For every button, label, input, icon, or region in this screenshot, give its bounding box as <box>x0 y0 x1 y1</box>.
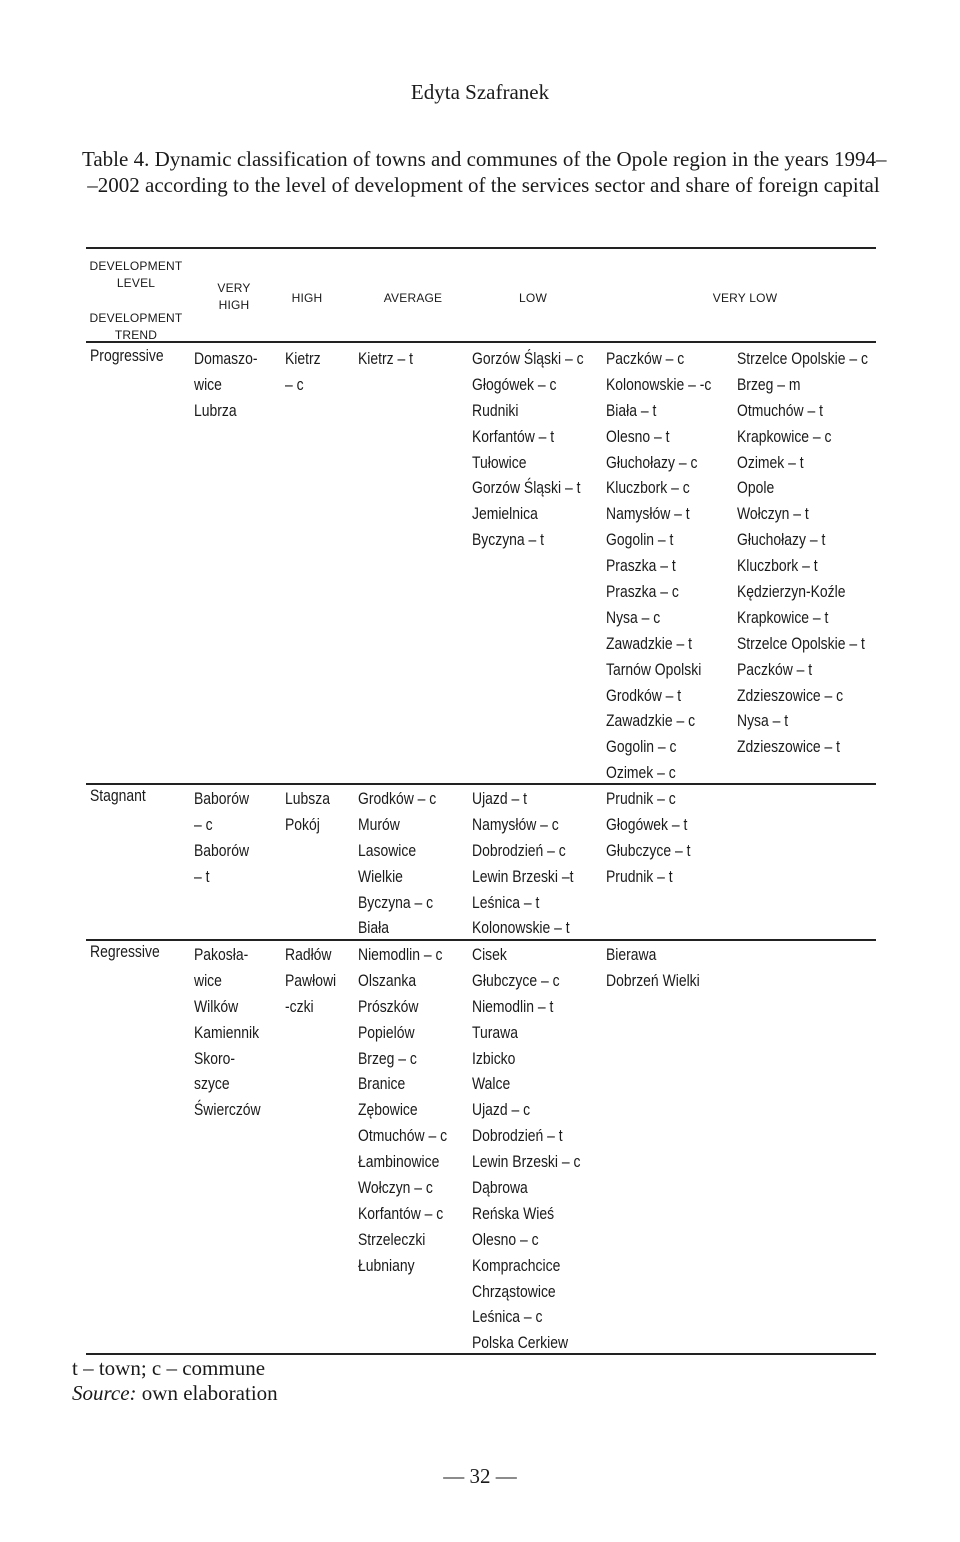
cell-entry: Brzeg – m <box>737 374 801 394</box>
table-top-rule <box>86 247 876 249</box>
cell-progressive-low <box>472 346 584 553</box>
cell-entry: Zawadzkie – t <box>606 633 693 653</box>
cell-entry: Baborów <box>194 789 250 808</box>
cell-entry: Otmuchów – t <box>737 400 823 420</box>
cell-entry: Wilków <box>194 996 239 1016</box>
cell-entry: Skoro- <box>194 1048 236 1068</box>
cell-entry: Strzelce Opolskie – t <box>737 633 865 653</box>
cell-entry: Kamiennik <box>194 1022 260 1042</box>
cell-entry: Biała <box>358 918 390 938</box>
cell-progressive-high <box>285 346 321 398</box>
cell-entry: Lubsza <box>285 789 330 808</box>
cell-entry: Zdzieszowice – t <box>737 737 841 757</box>
cell-entry: Wołczyn – t <box>737 504 809 524</box>
source-note <box>72 1381 278 1406</box>
cell-entry: Świerczów <box>194 1100 261 1120</box>
cell-entry: Dobrzeń Wielki <box>606 970 700 990</box>
cell-entry: Niemodlin – t <box>472 996 554 1016</box>
cell-progressive-low-2 <box>606 346 711 786</box>
cell-entry: Głuchołazy – c <box>606 452 698 472</box>
cell-entry: Pokój <box>285 814 320 834</box>
header-average: AVERAGE <box>383 291 443 305</box>
cell-entry: Ujazd – c <box>472 1100 531 1120</box>
cell-entry: Polska Cerkiew <box>472 1333 569 1353</box>
legend-abbreviations: t – town; c – commune <box>72 1356 266 1380</box>
cell-entry: Strzelce Opolskie – c <box>737 349 868 368</box>
cell-regressive-high <box>285 942 336 1020</box>
cell-entry: Biała – t <box>606 400 657 420</box>
cell-progressive-average <box>358 346 413 372</box>
cell-entry: Ozimek – t <box>737 452 804 472</box>
cell-entry: Izbicko <box>472 1048 516 1068</box>
cell-entry: Kolonowskie – -c <box>606 374 712 394</box>
cell-regressive-low-2 <box>606 942 700 994</box>
cell-entry: Nysa – t <box>737 711 789 731</box>
cell-entry: Opole <box>737 478 775 498</box>
cell-entry: Krapkowice – c <box>737 426 832 446</box>
cell-entry: Prudnik – t <box>606 866 673 886</box>
table-legend <box>72 1356 278 1406</box>
cell-entry: Ujazd – t <box>472 789 528 808</box>
cell-entry: Chrząstowice <box>472 1281 556 1301</box>
header-low: LOW <box>519 291 547 305</box>
cell-entry: Popielów <box>358 1022 415 1042</box>
cell-entry: Wołczyn – c <box>358 1178 433 1198</box>
cell-entry: Kolonowskie – t <box>472 918 570 938</box>
cell-entry: Lewin Brzeski – c <box>472 1152 581 1172</box>
cell-entry: Prószków <box>358 996 419 1016</box>
cell-entry: -czki <box>285 996 314 1016</box>
cell-entry: Głubczyce – c <box>472 970 560 990</box>
header-high: HIGH <box>291 291 323 305</box>
cell-entry: Gorzów Śląski – c <box>472 349 584 368</box>
header-development-trend: DEVELOPMENT TREND <box>89 311 183 342</box>
row-label-regressive: Regressive <box>90 942 160 961</box>
cell-entry: Pawłowi <box>285 970 337 990</box>
cell-entry: Grodków – c <box>358 789 437 808</box>
cell-entry: Łambinowice <box>358 1152 440 1172</box>
cell-entry: Byczyna – t <box>472 530 545 550</box>
cell-entry: Gogolin – c <box>606 737 677 757</box>
cell-entry: Lasowice <box>358 840 417 860</box>
cell-entry: Głogówek – c <box>472 374 557 394</box>
row-label-stagnant: Stagnant <box>90 786 146 805</box>
cell-progressive-very-low <box>737 346 868 760</box>
cell-entry: Kietrz – t <box>358 349 414 368</box>
cell-entry: Korfantów – c <box>358 1203 444 1223</box>
cell-entry: Krapkowice – t <box>737 607 829 627</box>
cell-entry: Głogówek – t <box>606 814 688 834</box>
cell-entry: Paczków – t <box>737 659 813 679</box>
cell-entry: Zdzieszowice – c <box>737 685 844 705</box>
cell-entry: Lewin Brzeski –t <box>472 866 574 886</box>
cell-entry: Zębowice <box>358 1100 418 1120</box>
cell-entry: Walce <box>472 1074 511 1094</box>
cell-regressive-very-high <box>194 942 261 1123</box>
cell-entry: Olesno – c <box>472 1229 539 1249</box>
cell-stagnant-high <box>285 786 330 838</box>
cell-entry: szyce <box>194 1074 230 1094</box>
cell-entry: Cisek <box>472 945 507 964</box>
cell-entry: Głuchołazy – t <box>737 530 826 550</box>
cell-entry: Praszka – c <box>606 582 679 602</box>
cell-entry: Murów <box>358 814 400 834</box>
cell-entry: Lubrza <box>194 400 237 420</box>
cell-entry: Domaszo- <box>194 349 258 368</box>
cell-entry: Bierawa <box>606 945 657 964</box>
cell-entry: Leśnica – t <box>472 892 540 912</box>
cell-regressive-low <box>472 942 580 1356</box>
cell-entry: Łubniany <box>358 1255 415 1275</box>
running-header-author: Edyta Szafranek <box>410 80 550 104</box>
cell-entry: Leśnica – c <box>472 1307 543 1327</box>
cell-entry: – c <box>194 814 213 834</box>
cell-entry: Tułowice <box>472 452 527 472</box>
cell-entry: Strzeleczki <box>358 1229 426 1249</box>
row-divider-stagnant <box>86 783 876 785</box>
cell-entry: Branice <box>358 1074 406 1094</box>
cell-entry: Baborów <box>194 840 250 860</box>
cell-entry: Ozimek – c <box>606 763 676 783</box>
page-number: — 32 — <box>443 1464 517 1488</box>
cell-entry: Rudniki <box>472 400 519 420</box>
cell-entry: Turawa <box>472 1022 518 1042</box>
header-very-high: VERY HIGH <box>217 281 251 312</box>
cell-stagnant-very-high <box>194 786 249 890</box>
cell-entry: Olesno – t <box>606 426 670 446</box>
cell-entry: Dąbrowa <box>472 1178 528 1198</box>
cell-entry: Grodków – t <box>606 685 682 705</box>
cell-entry: Niemodlin – c <box>358 945 443 964</box>
cell-entry: Kietrz <box>285 349 321 368</box>
cell-entry: Otmuchów – c <box>358 1126 448 1146</box>
header-corner-cell <box>86 258 186 344</box>
cell-entry: Brzeg – c <box>358 1048 417 1068</box>
cell-entry: Jemielnica <box>472 504 538 524</box>
cell-entry: Zawadzkie – c <box>606 711 696 731</box>
cell-stagnant-average <box>358 786 436 941</box>
cell-stagnant-low-2 <box>606 786 690 890</box>
cell-entry: Namysłów – c <box>472 814 559 834</box>
cell-entry: Głubczyce – t <box>606 840 691 860</box>
cell-regressive-average <box>358 942 447 1279</box>
cell-entry: Dobrodzień – c <box>472 840 566 860</box>
header-development-level: DEVELOPMENT LEVEL <box>89 259 183 290</box>
cell-entry: Radłów <box>285 945 332 964</box>
cell-entry: – c <box>285 374 304 394</box>
cell-entry: Paczków – c <box>606 349 685 368</box>
cell-entry: Praszka – t <box>606 556 676 576</box>
cell-entry: Byczyna – c <box>358 892 434 912</box>
cell-entry: – t <box>194 866 210 886</box>
cell-progressive-very-high <box>194 346 258 424</box>
header-very-low: VERY LOW <box>712 291 778 305</box>
source-text: own elaboration <box>136 1381 278 1405</box>
cell-entry: Namysłów – t <box>606 504 690 524</box>
table-caption: Table 4. Dynamic classification of towns and communes of the Opole region in the years 1994– –2002 according to the level of development of the services sector and share of foreign capital <box>82 147 887 197</box>
cell-entry: wice <box>194 374 222 394</box>
cell-entry: Reńska Wieś <box>472 1203 555 1223</box>
cell-entry: Gorzów Śląski – t <box>472 478 581 498</box>
cell-entry: Kluczbork – t <box>737 556 818 576</box>
header-bottom-rule <box>86 341 876 343</box>
cell-entry: Komprachcice <box>472 1255 561 1275</box>
cell-entry: Pakosła- <box>194 945 249 964</box>
cell-entry: Olszanka <box>358 970 417 990</box>
cell-entry: Tarnów Opolski <box>606 659 702 679</box>
cell-entry: Kluczbork – c <box>606 478 690 498</box>
cell-entry: Gogolin – t <box>606 530 674 550</box>
cell-entry: wice <box>194 970 222 990</box>
cell-entry: Prudnik – c <box>606 789 676 808</box>
cell-entry: Nysa – c <box>606 607 661 627</box>
cell-entry: Korfantów – t <box>472 426 555 446</box>
source-label: Source: <box>72 1381 137 1405</box>
row-label-progressive: Progressive <box>90 346 164 365</box>
cell-stagnant-low <box>472 786 574 941</box>
cell-entry: Wielkie <box>358 866 403 886</box>
cell-entry: Kędzierzyn-Koźle <box>737 582 846 602</box>
cell-entry: Dobrodzień – t <box>472 1126 563 1146</box>
